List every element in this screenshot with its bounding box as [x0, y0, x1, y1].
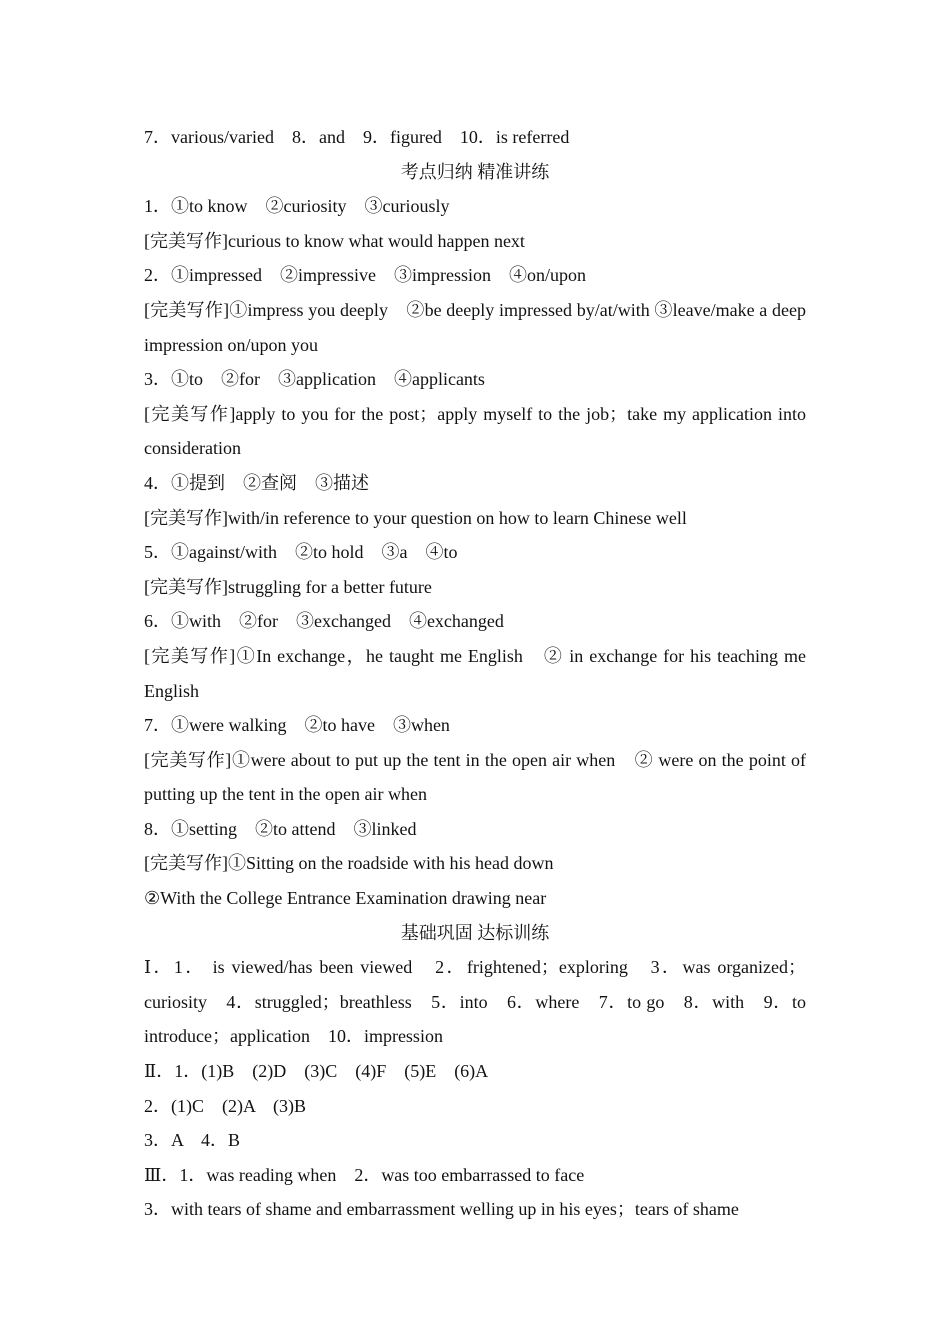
writing-line: [完美写作]apply to you for the post；apply myself to the job；take my application into consideration [144, 403, 806, 459]
answer-line: 2．(1)C (2)A (3)B [144, 1095, 306, 1116]
writing-line: [完美写作]①Sitting on the roadside with his head down [144, 853, 554, 874]
answer-line: 8．①setting ②to attend ③linked [144, 818, 417, 839]
answer-line: 7．①were walking ②to have ③when [144, 715, 450, 736]
answer-line: 3．A 4．B [144, 1130, 241, 1151]
answer-key-content [144, 120, 806, 1227]
writing-line: [完美写作]struggling for a better future [144, 576, 432, 597]
answer-line: 1．①to know ②curiosity ③curiously [144, 196, 450, 217]
answer-line: Ⅱ．1．(1)B (2)D (3)C (4)F (5)E (6)A [144, 1061, 489, 1082]
answer-line: 4．①提到 ②查阅 ③描述 [144, 472, 369, 493]
answer-line: 5．①against/with ②to hold ③a ④to [144, 542, 458, 563]
writing-line: [完美写作]with/in reference to your question on how to learn Chinese well [144, 507, 687, 528]
section-heading: 基础巩固 达标训练 [400, 922, 550, 943]
answer-line: 6．①with ②for ③exchanged ④exchanged [144, 611, 504, 632]
writing-line: ②With the College Entrance Examination drawing near [144, 888, 547, 909]
writing-line: [完美写作]①impress you deeply ②be deeply impressed by/at/with ③leave/make a deep impression on/upon you [144, 299, 806, 355]
answer-line: 3．with tears of shame and embarrassment welling up in his eyes；tears of shame [144, 1199, 739, 1220]
answer-line: 2．①impressed ②impressive ③impression ④on/upon [144, 265, 586, 286]
answer-line: Ⅲ．1．was reading when 2．was too embarrassed to face [144, 1164, 585, 1185]
writing-line: [完美写作]curious to know what would happen next [144, 230, 525, 251]
section-heading: 考点归纳 精准讲练 [400, 161, 550, 182]
writing-line: [完美写作]①In exchange，he taught me English ② in exchange for his teaching me English [144, 645, 806, 701]
answer-line: 3．①to ②for ③application ④applicants [144, 369, 485, 390]
answer-line: 7．various/varied 8．and 9．figured 10．is referred [144, 127, 570, 147]
writing-line: [完美写作]①were about to put up the tent in the open air when ② were on the point of putting up the tent in the open air when [144, 749, 806, 805]
answer-line: Ⅰ．1． is viewed/has been viewed 2．frightened；exploring 3．was organized；curiosity 4．struggled；breathless 5．into 6．where 7．to go 8．with 9．to introduce；application 10．impression [144, 957, 806, 1047]
